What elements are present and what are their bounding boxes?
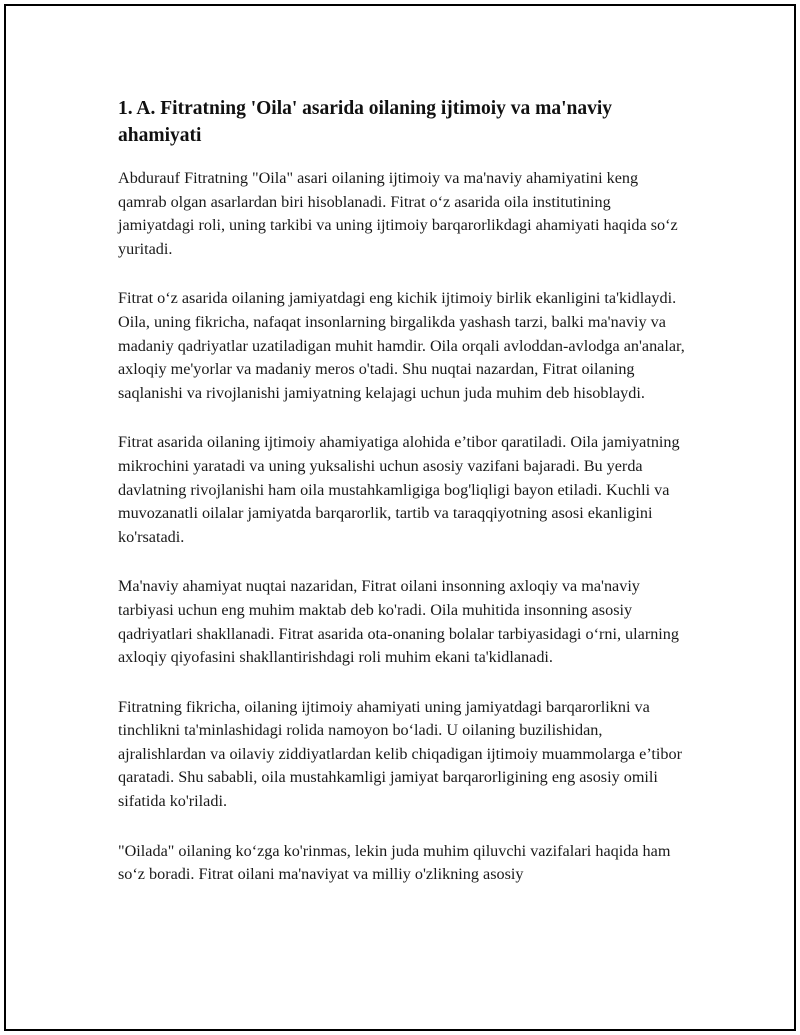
- paragraph-1: Abdurauf Fitratning "Oila" asari oilaning ijtimoiy va ma'naviy ahamiyatini keng qamrab olgan asarlardan biri hisoblanadi. Fitrat o‘z asarida oila institutining jamiyatdagi roli, uning tarkibi va uning ijtimoiy barqarorlikdagi ahamiyati haqida so‘z yuritadi.: [118, 169, 678, 258]
- paragraph-5: Fitratning fikricha, oilaning ijtimoiy ahamiyati uning jamiyatdagi barqarorlikni va tinchlikni ta'minlashidagi rolida namoyon bo‘ladi. U oilaning buzilishidan, ajralishlardan va oilaviy ziddiyatlardan kelib chiqadigan ijtimoiy muammolarga e’tibor qaratadi. Shu sababli, oila mustahkamligi jamiyat barqarorligining eng asosiy omili sifatida ko'riladi.: [118, 697, 683, 811]
- paragraph-3: Fitrat asarida oilaning ijtimoiy ahamiyatiga alohida e’tibor qaratiladi. Oila jamiyatning mikrochini yaratadi va uning yuksalishi uchun asosiy vazifani bajaradi. Bu yerda davlatning rivojlanishi ham oila mustahkamligiga bog'liqligi bayon etiladi. Kuchli va muvozanatli oilalar jamiyatda barqarorlik, tartib va taraqqiyotning asosi ekanligini ko'rsatadi.: [118, 433, 680, 546]
- paragraph-6: "Oilada" oilaning ko‘zga ko'rinmas, lekin juda muhim qiluvchi vazifalari haqida ham so‘z boradi. Fitrat oilani ma'naviyat va milliy o'zlikning asosiy: [118, 841, 671, 884]
- section-heading: 1. A. Fitratning 'Oila' asarida oilaning ijtimoiy va ma'naviy ahamiyati: [118, 98, 613, 146]
- document-body: [118, 95, 688, 913]
- paragraph-4: Ma'naviy ahamiyat nuqtai nazaridan, Fitrat oilani insonning axloqiy va ma'naviy tarbiyasi uchun eng muhim maktab deb ko'radi. Oila muhitida insonning asosiy qadriyatlari shakllanadi. Fitrat asarida ota-onaning bolalar tarbiyasidagi o‘rni, ularning axloqiy qiyofasini shakllantirishdagi roli muhim ekani ta'kidlanadi.: [118, 577, 679, 667]
- paragraph-2: Fitrat o‘z asarida oilaning jamiyatdagi eng kichik ijtimoiy birlik ekanligini ta'kidlaydi. Oila, uning fikricha, nafaqat insonlarning birgalikda yashash tarzi, balki ma'naviy va madaniy qadriyatlar uzatiladigan muhit hamdir. Oila orqali avloddan-avlodga an'analar, axloqiy me'yorlar va madaniy meros o'tadi. Shu nuqtai nazardan, Fitrat oilaning saqlanishi va rivojlanishi jamiyatning kelajagi uchun juda muhim deb hisoblaydi.: [118, 289, 685, 402]
